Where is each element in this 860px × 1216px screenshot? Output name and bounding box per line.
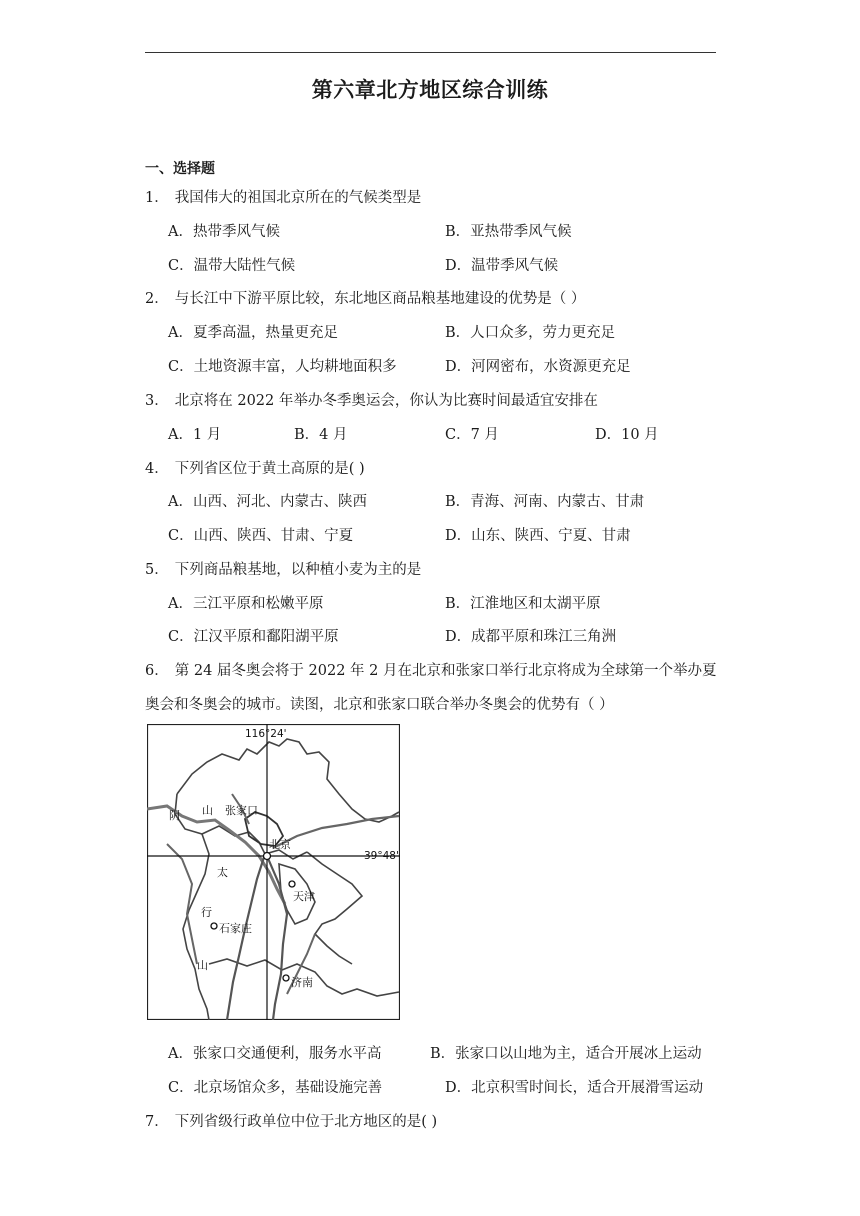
top-rule: [145, 52, 716, 53]
q5-option-b: B．江淮地区和太湖平原: [445, 596, 601, 612]
q5-option-a: A．三江平原和松嫩平原: [168, 596, 324, 612]
label-beijing: 北京: [269, 838, 291, 851]
question-text: 我国伟大的祖国北京所在的气候类型是: [174, 190, 422, 206]
page-title: 第六章北方地区综合训练: [311, 77, 549, 102]
question-number: 5．: [145, 562, 169, 578]
question-text: 与长江中下游平原比较，东北地区商品粮基地建设的优势是（ ）: [174, 291, 586, 307]
label-hang: 行: [201, 906, 212, 919]
q3-option-d: D．10 月: [595, 427, 659, 443]
q2-option-d: D．河网密布，水资源更充足: [445, 359, 631, 375]
label-tai: 太: [217, 866, 228, 879]
question-number: 4．: [145, 461, 169, 477]
question-3: [145, 389, 598, 410]
q2-option-c: C．土地资源丰富，人均耕地面积多: [168, 359, 397, 375]
label-shan-1: 山: [202, 804, 213, 817]
question-4: [145, 457, 365, 478]
q5-option-d: D．成都平原和珠江三角洲: [445, 629, 617, 645]
label-shan-2: 山: [197, 959, 208, 972]
label-shijiazhuang: 石家庄: [219, 922, 252, 935]
question-text: 下列商品粮基地，以种植小麦为主的是: [174, 562, 422, 578]
question-7: [145, 1110, 437, 1131]
q1-option-c: C．温带大陆性气候: [168, 258, 296, 274]
q4-option-b: B．青海、河南、内蒙古、甘肃: [445, 494, 645, 510]
q3-option-b: B．4 月: [294, 427, 348, 443]
question-5: [145, 558, 421, 579]
q4-option-c: C．山西、陕西、甘肃、宁夏: [168, 528, 354, 544]
map-svg: [147, 724, 400, 1020]
q5-option-c: C．江汉平原和鄱阳湖平原: [168, 629, 339, 645]
q6-option-a: A．张家口交通便利，服务水平高: [168, 1046, 382, 1062]
question-1: [145, 186, 421, 207]
label-zhangjiakou: 张家口: [225, 804, 258, 817]
section-heading: 一、选择题: [145, 161, 215, 177]
q4-option-d: D．山东、陕西、宁夏、甘肃: [445, 528, 631, 544]
label-yin: 阴: [169, 809, 180, 822]
question-number: 1．: [145, 190, 169, 206]
question-text: 北京将在 2022 年举办冬季奥运会，你认为比赛时间最适宜安排在: [174, 393, 598, 409]
q1-option-b: B．亚热带季风气候: [445, 224, 572, 240]
question-number: 3．: [145, 393, 169, 409]
question-number: 6．: [145, 663, 169, 679]
beijing-marker: [264, 853, 271, 860]
shijiazhuang-marker: [211, 923, 217, 929]
label-tianjin: 天津: [293, 890, 315, 903]
latitude-label: 39°48': [364, 850, 399, 862]
question-6: [145, 659, 716, 680]
q6-option-b: B．张家口以山地为主，适合开展冰上运动: [430, 1046, 702, 1062]
q1-option-a: A．热带季风气候: [168, 224, 280, 240]
map-figure: [147, 724, 400, 1020]
tianjin-marker: [289, 881, 295, 887]
question-2: [145, 287, 585, 308]
q6-option-c: C．北京场馆众多，基础设施完善: [168, 1080, 383, 1096]
q6-option-d: D．北京积雪时间长，适合开展滑雪运动: [445, 1080, 704, 1096]
q3-option-a: A．1 月: [168, 427, 222, 443]
longitude-label: 116°24': [245, 728, 287, 740]
question-number: 2．: [145, 291, 169, 307]
question-text: 下列省区位于黄土高原的是( ): [174, 461, 365, 477]
q1-option-d: D．温带季风气候: [445, 258, 559, 274]
q3-option-c: C．7 月: [445, 427, 499, 443]
question-number: 7．: [145, 1114, 169, 1130]
jinan-marker: [283, 975, 289, 981]
question-6-continued: 奥会和冬奥会的城市。读图，北京和张家口联合举办冬奥会的优势有（ ）: [145, 697, 614, 713]
label-jinan: 济南: [291, 976, 313, 989]
q4-option-a: A．山西、河北、内蒙古、陕西: [168, 494, 367, 510]
q2-option-b: B．人口众多，劳力更充足: [445, 325, 616, 341]
question-text: 第 24 届冬奥会将于 2022 年 2 月在北京和张家口举行北京将成为全球第一个举办夏: [174, 663, 717, 679]
question-text: 下列省级行政单位中位于北方地区的是( ): [174, 1114, 438, 1130]
q2-option-a: A．夏季高温，热量更充足: [168, 325, 338, 341]
